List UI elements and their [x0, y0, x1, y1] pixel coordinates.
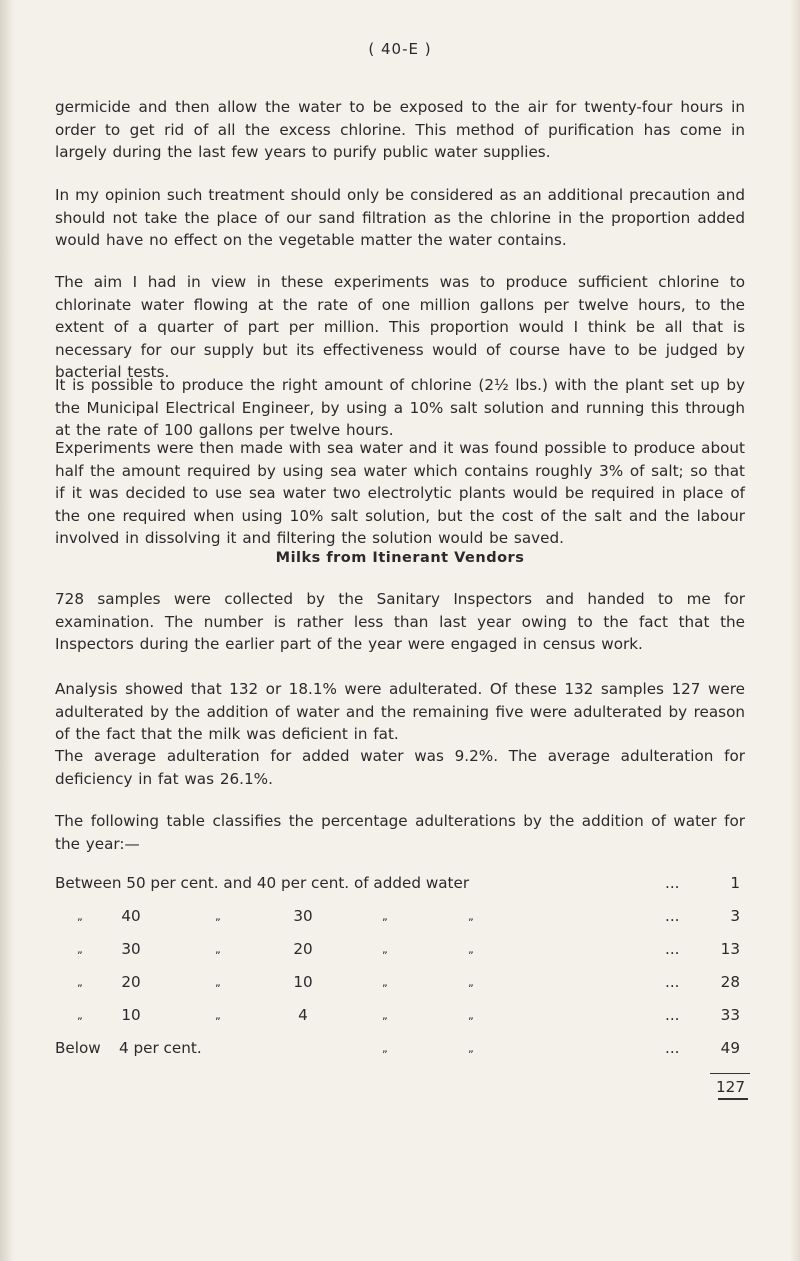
page-right-edge — [790, 0, 800, 1261]
paragraph-4: It is possible to produce the right amount of chlorine (2½ lbs.) with the plant set up by the Municipal Electrical Engineer, by using a 10% salt solution and running this through at the rate of 100 gallons per twelve hours. — [55, 376, 745, 439]
row-to-value: 30 — [293, 907, 313, 925]
paragraph-8: The average adulteration for added water was 9.2%. The average adulteration for deficiency in fat was 26.1%. — [55, 747, 745, 788]
section-heading: Milks from Itinerant Vendors — [275, 550, 525, 566]
paragraph-9: The following table classifies the percentage adulterations by the addition of water for the year:— — [55, 812, 745, 853]
row-count: 1 — [730, 874, 740, 892]
table-row — [55, 907, 745, 940]
ditto-mark: „ — [382, 1009, 389, 1022]
row-count: 28 — [720, 973, 740, 991]
row-leader-dots: ... — [665, 874, 680, 892]
paragraph-1: germicide and then allow the water to be exposed to the air for twenty-four hours in order to get rid of all the excess chlorine. This method of purification has come in largely during the last few years to purify public water supplies. — [55, 98, 745, 161]
row-leader-dots: ... — [665, 1006, 680, 1024]
row-leader-dots: ... — [665, 907, 680, 925]
total-rule — [710, 1073, 750, 1074]
row-to-value: 4 — [298, 1006, 308, 1024]
row-to-value: 10 — [293, 973, 313, 991]
ditto-mark: „ — [215, 943, 222, 956]
ditto-mark: „ — [215, 910, 222, 923]
row-leader-dots: ... — [665, 973, 680, 991]
paragraph-2: In my opinion such treatment should only be considered as an additional precaution and should not take the place of our sand filtration as the chlorine in the proportion added would have no effect on the vegetable matter the water contains. — [55, 186, 745, 249]
paragraph-3: The aim I had in view in these experiments was to produce sufficient chlorine to chlorinate water flowing at the rate of one million gallons per twelve hours, to the extent of a quarter of part per million. This proportion would I think be all that is necessary for our supply but its effectiveness would of course have to be judged by bacterial tests. — [55, 273, 745, 381]
adulteration-table — [55, 874, 745, 1072]
ditto-mark: „ — [468, 910, 475, 923]
row-from-value: 30 — [121, 940, 141, 958]
row-from-value: 10 — [121, 1006, 141, 1024]
ditto-mark: „ — [382, 1042, 389, 1055]
table-row — [55, 940, 745, 973]
paragraph-5: Experiments were then made with sea water and it was found possible to produce about half the amount required by using sea water which contains roughly 3% of salt; so that if it was decided to use sea water two electrolytic plants would be required in place of the one required when using 10% salt solution, but the cost of the salt and the labour involved in dissolving it and filtering the solution would be saved. — [55, 439, 745, 547]
paragraph-7: Analysis showed that 132 or 18.1% were adulterated. Of these 132 samples 127 were adulterated by the addition of water and the remaining five were adulterated by reason of the fact that the milk was deficient in fat. — [55, 680, 745, 743]
row-count: 49 — [720, 1039, 740, 1057]
table-row — [55, 1006, 745, 1039]
ditto-mark: „ — [382, 943, 389, 956]
row-to-value: 20 — [293, 940, 313, 958]
total-underline — [718, 1098, 748, 1100]
table-row — [55, 973, 745, 1006]
table-row — [55, 874, 745, 907]
ditto-mark: „ — [77, 910, 84, 923]
ditto-mark: „ — [215, 976, 222, 989]
page-left-edge — [0, 0, 14, 1261]
table-row — [55, 1039, 745, 1072]
row-leader-dots: ... — [665, 1039, 680, 1057]
row-leader-dots: ... — [665, 940, 680, 958]
row-description: Between 50 per cent. and 40 per cent. of added water — [55, 874, 470, 892]
ditto-mark: „ — [382, 910, 389, 923]
row-description: 4 per cent. — [119, 1039, 202, 1057]
ditto-mark: „ — [468, 943, 475, 956]
row-label: Below — [55, 1039, 101, 1057]
ditto-mark: „ — [77, 1009, 84, 1022]
ditto-mark: „ — [382, 976, 389, 989]
row-from-value: 20 — [121, 973, 141, 991]
ditto-mark: „ — [77, 943, 84, 956]
paragraph-6: 728 samples were collected by the Sanitary Inspectors and handed to me for examination. The number is rather less than last year owing to the fact that the Inspectors during the earlier part of the year were engaged in census work. — [55, 590, 745, 653]
ditto-mark: „ — [468, 976, 475, 989]
ditto-mark: „ — [215, 1009, 222, 1022]
ditto-mark: „ — [468, 1009, 475, 1022]
row-count: 3 — [730, 907, 740, 925]
ditto-mark: „ — [468, 1042, 475, 1055]
table-total: 127 — [716, 1078, 745, 1096]
page-folio: ( 40-E ) — [368, 40, 432, 58]
row-count: 13 — [720, 940, 740, 958]
row-count: 33 — [720, 1006, 740, 1024]
ditto-mark: „ — [77, 976, 84, 989]
row-from-value: 40 — [121, 907, 141, 925]
